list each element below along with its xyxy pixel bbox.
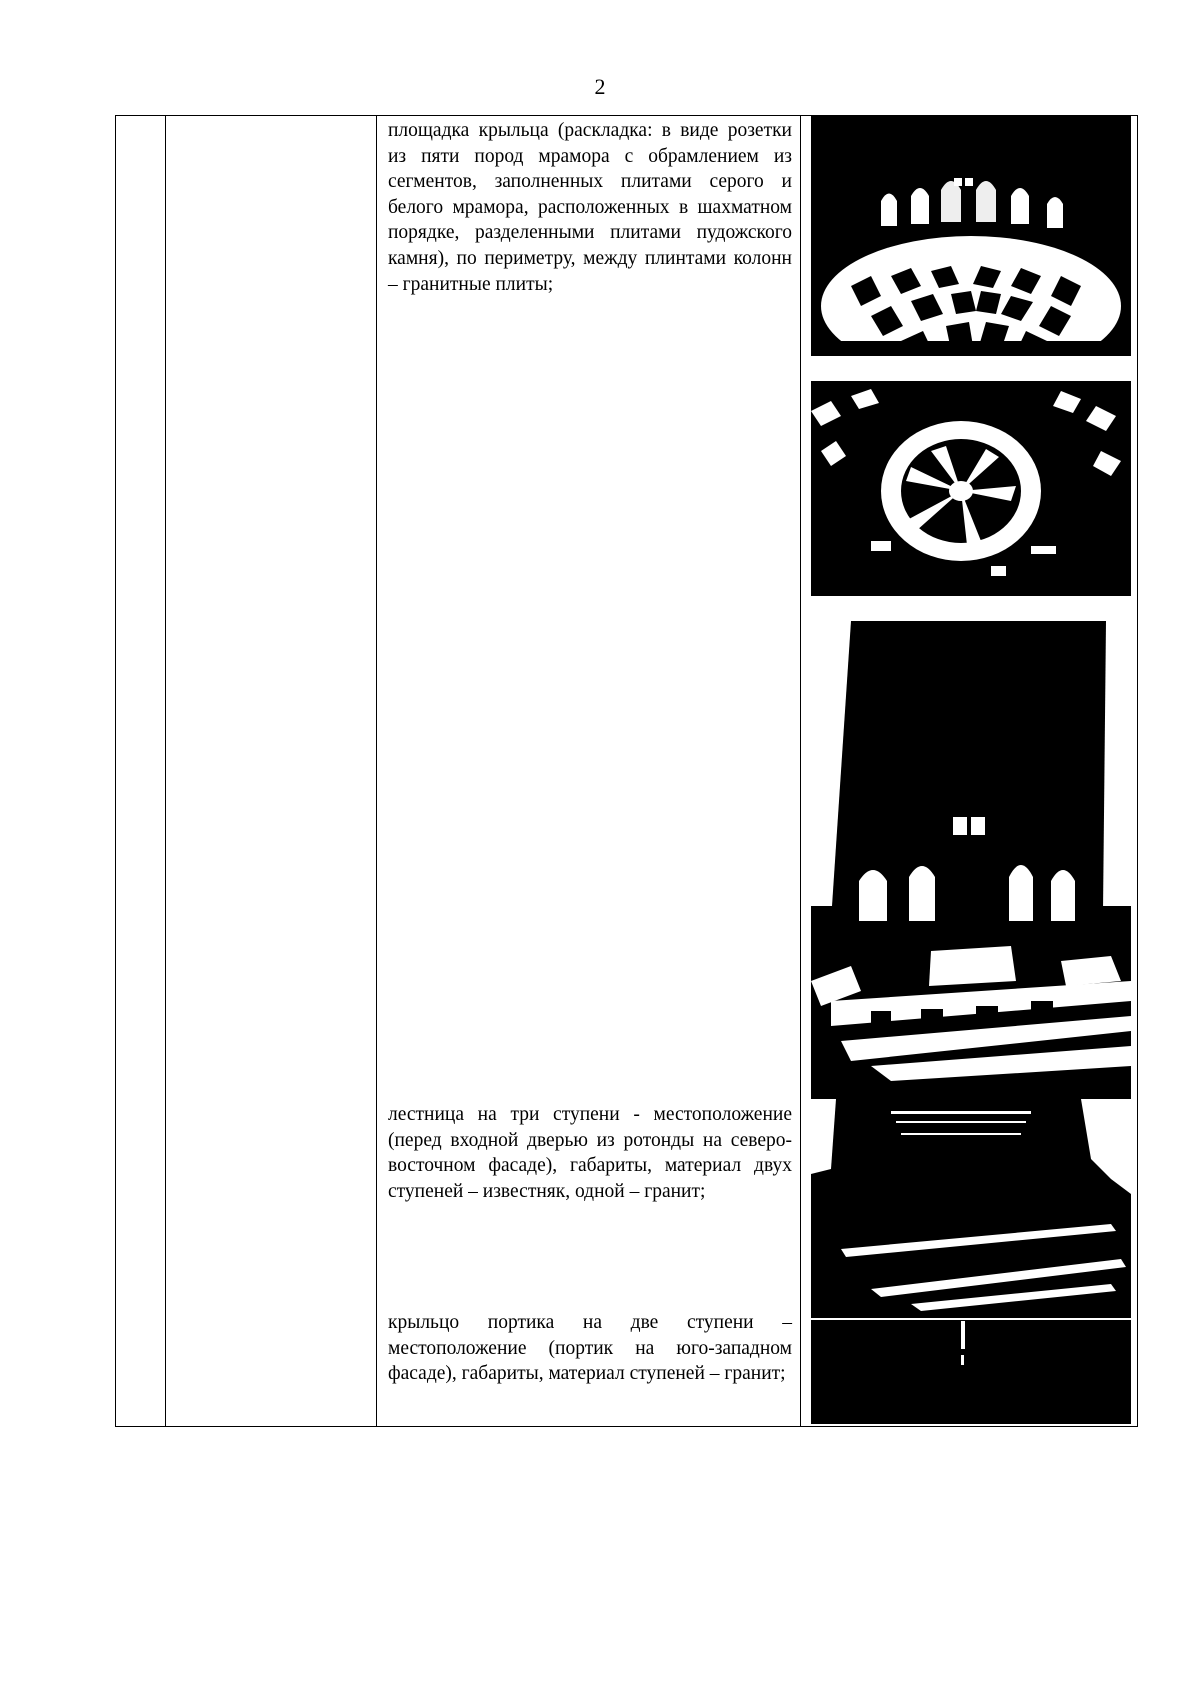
interior-view-photo (811, 621, 1131, 1100)
rosette-closeup-photo (811, 381, 1131, 596)
portico-porch-description: крыльцо портика на две ступени – местоположение (портик на юго-западном фасаде), габариты, материал ступеней – гранит; (388, 1312, 792, 1385)
column-divider (165, 116, 166, 1426)
porch-floor-photo (811, 116, 1131, 356)
document-table (115, 115, 1138, 1427)
column-divider (800, 116, 801, 1426)
column-divider (376, 116, 377, 1426)
page-number: 2 (594, 74, 606, 99)
porch-platform-description: площадка крыльца (раскладка: в виде розетки из пяти пород мрамора с обрамлением из сегментов, заполненных плитами серого и белого мрамора, расположенных в шахматном порядке, разделенными плитами пудожского камня), по периметру, между плинтами колонн – гранитные плиты; (388, 120, 792, 295)
staircase-description: лестница на три ступени - местоположение (перед входной дверью из ротонды на северо-восточном фасаде), габариты, материал двух ступеней – известняк, одной – гранит; (388, 1104, 792, 1202)
staircase-photo (811, 1099, 1131, 1317)
portico-porch-photo (811, 1315, 1131, 1424)
